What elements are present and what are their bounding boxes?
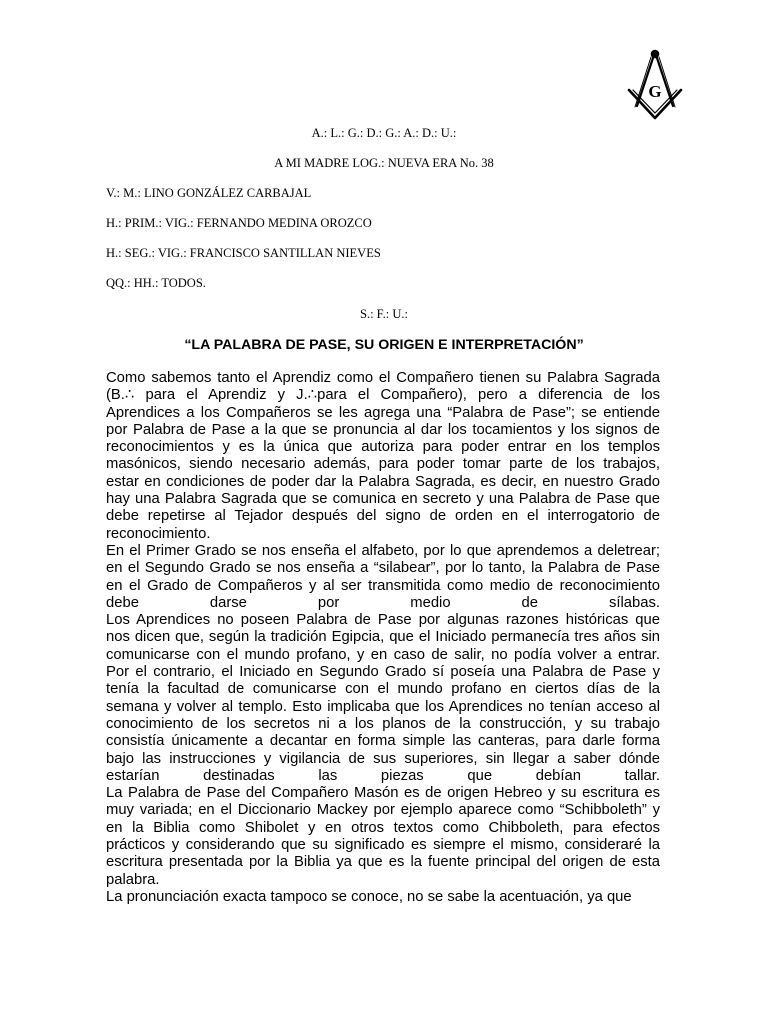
body-line: Como sabemos tanto el Aprendiz como el Compañero tienen su Palabra Sagrada (106, 370, 660, 386)
body-line: semana y volver al templo. Esto implicaba que los Aprendices no tenían acceso al (106, 698, 660, 715)
body-line: La Palabra de Pase del Compañero Masón es de origen Hebreo y su escritura es (106, 785, 660, 802)
body-line: bajo las instrucciones y vigilancia de sus superiores, sin llegar a saber dónde (106, 750, 660, 767)
square-and-compass-icon (626, 48, 684, 122)
body-line: Aprendices a los Compañeros se les agrega una “Palabra de Pase”; se entiende (106, 404, 660, 421)
body-line: nos dicen que, según la tradición Egipcia, que el Iniciado permanecía tres años sin (106, 629, 660, 646)
body-line: La pronunciación exacta tampoco se conoce, no se sabe la acentuación, ya que (106, 888, 632, 905)
body-line: debe darse por medio de sílabas. (106, 594, 660, 611)
body-line: muy variada; en el Diccionario Mackey por ejemplo aparece como “Schibboleth” y (106, 802, 660, 819)
salutation: S.: F.: U.: (360, 307, 408, 321)
body-line: hay una Palabra Sagrada que se comunica en secreto y una Palabra de Pase que (106, 491, 660, 508)
addressee: A MI MADRE LOG.: NUEVA ERA No. 38 (274, 156, 494, 170)
body-line: en el Segundo Grado se nos enseña a “silabear”, por lo tanto, la Palabra de Pase (106, 560, 660, 577)
document-title: “LA PALABRA DE PASE, SU ORIGEN E INTERPRETACIÓN” (184, 337, 584, 353)
body-line: En el Primer Grado se nos enseña el alfabeto, por lo que aprendemos a deletrear; (106, 542, 660, 559)
body-line: masónicos, siendo necesario además, para poder tomar parte de los trabajos, (106, 456, 660, 473)
body-line: estar en condiciones de poder dar la Palabra Sagrada, es decir, en nuestro Grado (106, 473, 660, 490)
officer-all-brothers: QQ.: HH.: TODOS. (106, 276, 206, 290)
body-line: comunicarse con el mundo profano, y en caso de salir, no podía volver a entrar. (106, 646, 660, 663)
body-line: prácticos y considerando que su significado es siempre el mismo, consideraré la (106, 837, 660, 854)
officer-venerable-master: V.: M.: LINO GONZÁLEZ CARBAJAL (106, 186, 312, 200)
body-line: debe repetirse al Tejador después del signo de orden en el interrogatorio de (106, 508, 660, 525)
greeting: A.: L.: G.: D.: G.: A.: D.: U.: (311, 126, 457, 140)
body-line: reconocimiento. (106, 525, 211, 542)
body-line: por Palabra de Pase a la que se pronuncia al dar los tocamientos y los signos de (106, 421, 660, 438)
body-line: Por el contrario, el Iniciado en Segundo Grado sí poseía una Palabra de Pase y (106, 664, 660, 681)
body-line: conocimiento de los secretos ni a los planos de la construcción, y su trabajo (106, 715, 660, 732)
body-line: palabra. (106, 871, 160, 888)
body-line: en el Grado de Compañeros y al ser transmitida como medio de reconocimiento (106, 577, 660, 594)
officer-second-warden: H.: SEG.: VIG.: FRANCISCO SANTILLAN NIEVES (106, 246, 381, 260)
body-line: (B.∴ para el Aprendiz y J.∴para el Compañero), pero a diferencia de los (106, 387, 660, 404)
body-line: tenía la facultad de comunicarse con el mundo profano en ciertos días de la (106, 681, 660, 698)
body-line: escritura presentada por la Biblia ya que es la fuente principal del origen de esta (106, 854, 660, 871)
body-line: consistía únicamente a decantar en forma simple las canteras, para darle forma (106, 733, 660, 750)
body-line: reconocimientos y es la única que autoriza para poder entrar en los templos (106, 439, 660, 456)
officer-first-warden: H.: PRIM.: VIG.: FERNANDO MEDINA OROZCO (106, 216, 372, 230)
body-line: estarían destinadas las piezas que debían tallar. (106, 767, 660, 784)
logo-letter: G (648, 82, 662, 101)
body-line: en la Biblia como Shibolet y en otros textos como Chibboleth, para efectos (106, 819, 660, 836)
body-line: Los Aprendices no poseen Palabra de Pase por algunas razones históricas que (106, 612, 660, 629)
body-text (106, 370, 660, 906)
